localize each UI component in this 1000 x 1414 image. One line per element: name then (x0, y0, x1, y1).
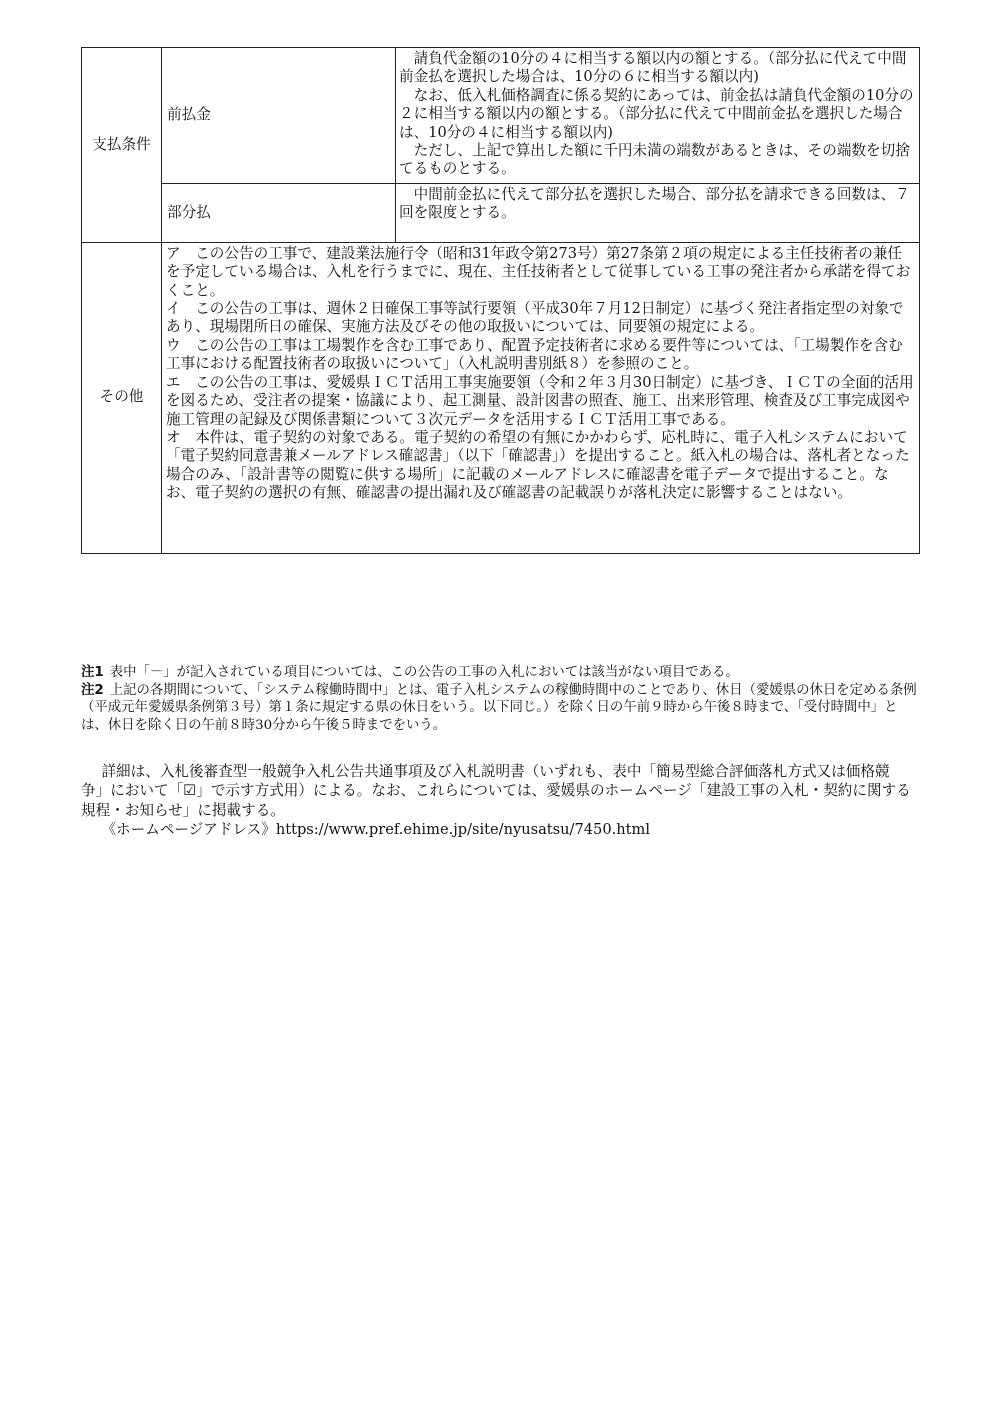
other-row (82, 242, 920, 553)
partial-payment-content (396, 183, 920, 242)
note-1-label: 注1 (81, 665, 104, 680)
advance-paragraph: なお、低入札価格調査に係る契約にあっては、前金払は請負代金額の10分の２に相当する額以内の額とする。（部分払に代えて中間前金払を選択した場合は、10分の４に相当する額以内) (399, 86, 914, 141)
conditions-table (81, 47, 920, 554)
partial-payment-label: 部分払 (162, 183, 396, 242)
note-2 (81, 682, 921, 735)
other-item-o: オ 本件は、電子契約の対象である。電子契約の希望の有無にかかわらず、応札時に、電子入札システムにおいて「電子契約同意書兼メールアドレス確認書」（以下「確認書」）を提出すること。紙入札の場合は、落札者となった場合のみ、「設計書等の閲覧に供する場所」に記載のメールアドレスに確認書を電子データで提出すること。なお、電子契約の選択の有無、確認書の提出漏れ及び確認書の記載誤りが落札決定に影響することはない。 (166, 428, 910, 502)
note-1 (81, 664, 921, 682)
other-item-i: イ この公告の工事は、週休２日確保工事等試行要領（平成30年７月12日制定）に基づく発注者指定型の対象であり、現場閉所日の確保、実施方法及びその他の取扱いについては、同要領の規定による。 (166, 300, 904, 336)
note-2-text: 上記の各期間について、「システム稼働時間中」とは、電子入札システムの稼働時間中のことであり、休日（愛媛県の休日を定める条例（平成元年愛媛県条例第３号）第１条に規定する県の休日をいう。以下同じ。）を除く日の午前９時から午後８時まで、「受付時間中」とは、休日を除く日の午前８時30分から午後５時までをいう。 (81, 682, 917, 733)
payment-partial-row (82, 183, 920, 242)
partial-paragraph: 中間前金払に代えて部分払を選択した場合、部分払を請求できる回数は、７回を限度とする。 (399, 185, 910, 222)
other-item-e: エ この公告の工事は、愛媛県ＩＣＴ活用工事実施要領（令和２年３月30日制定）に基づき、ＩＣＴの全面的活用を図るため、受注者の提案・協議により、起工測量、設計図書の照査、施工、出来形管理、検査及び工事完成図や施工管理の記録及び関係書類について３次元データを活用するＩＣＴ活用工事である。 (166, 373, 914, 428)
advance-paragraph: 請負代金額の10分の４に相当する額以内の額とする。（部分払に代えて中間前金払を選択した場合は、10分の６に相当する額以内) (399, 50, 907, 86)
advance-paragraph: ただし、上記で算出した額に千円未満の端数があるときは、その端数を切捨てるものとする。 (399, 142, 910, 178)
advance-payment-label: 前払金 (162, 48, 396, 184)
homepage-address[interactable]: 《ホームページアドレス》https://www.pref.ehime.jp/site/nyusatsu/7450.html (101, 821, 651, 839)
advance-payment-content (396, 48, 920, 184)
note-2-label: 注2 (81, 682, 104, 698)
note-1-text: 表中「－」が記入されている項目については、この公告の工事の入札においては該当がない項目である。 (109, 665, 739, 680)
other-label: その他 (82, 242, 162, 553)
payment-advance-row (82, 48, 920, 184)
details-text: 詳細は、入札後審査型一般競争入札公告共通事項及び入札説明書（いずれも、表中「簡易型総合評価落札方式又は価格競争」において「☑」で示す方式用）による。なお、これらについては、愛媛県のホームページ「建設工事の入札・契約に関する規程・お知らせ」に掲載する。 (81, 763, 911, 819)
other-item-a: ア この公告の工事で、建設業法施行令（昭和31年政令第273号）第27条第２項の規定による主任技術者の兼任を予定している場合は、入札を行うまでに、現在、主任技術者として従事している工事の発注者から承諾を得ておくこと。 (166, 244, 911, 299)
other-content (162, 242, 920, 553)
payment-conditions-label: 支払条件 (82, 48, 162, 243)
footnotes (81, 664, 921, 734)
details-section (81, 762, 911, 840)
other-item-u: ウ この公告の工事は工場製作を含む工事であり、配置予定技術者に求める要件等については、「工場製作を含む工事における配置技術者の取扱いについて」（入札説明書別紙８）を参照のこと。 (166, 336, 903, 373)
